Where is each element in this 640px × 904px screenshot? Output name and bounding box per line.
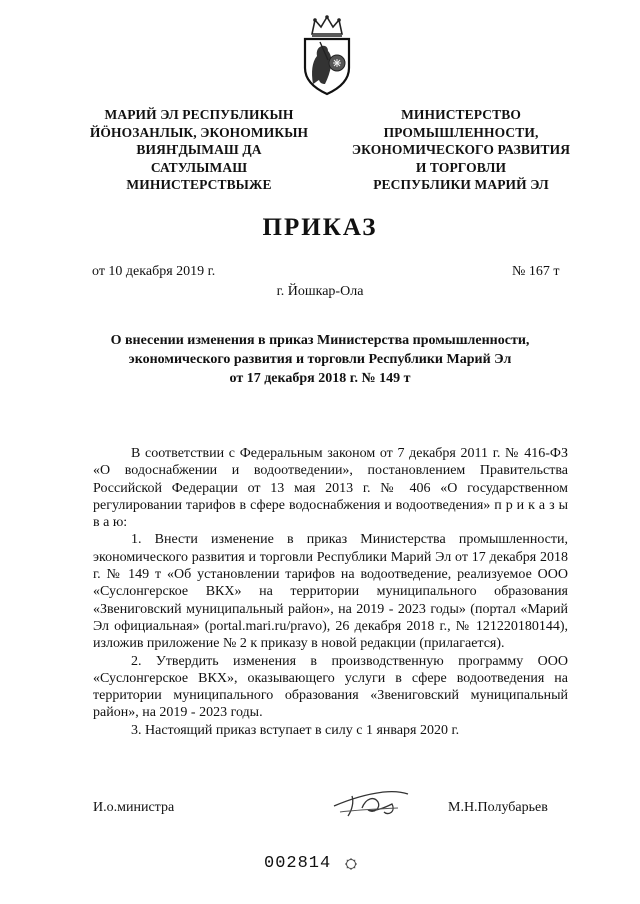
order-subject (60, 331, 580, 388)
header-left-line: ЙӦНОЗАНЛЫК, ЭКОНОМИКЫН (89, 124, 309, 140)
header-left (68, 106, 330, 194)
handwritten-signature-icon (326, 782, 422, 822)
document-type-title: ПРИКАЗ (262, 214, 378, 241)
header-left-line: МАРИЙ ЭЛ РЕСПУБЛИКЫН (104, 107, 294, 122)
preamble-paragraph: В соответствии с Федеральным законом от 7 декабря 2011 г. № 416-ФЗ «О водоснабжении и водоотведении», постановлением Правительства Российской Федерации от 13 мая 2013 г. № 406 «О государственном регулировании тарифов в сфере водоснабжения и водоотведения» п р и к а з ы в а ю: (93, 446, 568, 531)
subject-line: экономического развития и торговли Республики Марий Эл (128, 352, 512, 367)
clause-2-paragraph: 2. Утвердить изменения в производственную программу ООО «Суслонгерское ВКХ», оказывающего услуги в сфере водоотведения на территории муниципального образования «Звениговский муниципальный район», на 2019 - 2023 годы. (93, 653, 568, 721)
small-star-stamp-icon (344, 857, 358, 871)
header-left-line: МИНИСТЕРСТВЫЖЕ (126, 177, 272, 192)
coat-of-arms (298, 14, 356, 96)
header-right-line: МИНИСТЕРСТВО (401, 107, 521, 122)
signatory-position: И.о.министра (93, 800, 175, 815)
clause-1-paragraph: 1. Внести изменение в приказ Министерства промышленности, экономического развития и торговли Республики Марий Эл от 17 декабря 2018 г. № 149 т «Об установлении тарифов на водоотведение, реализуемое ООО «Суслонгерское ВКХ» на территории муниципального образования «Звениговский муниципальный район», на 2019 - 2023 годы» (портал «Марий Эл официальная» (portal.mari.ru/pravo), 26 декабря 2018 г., № 121220180144), изложив приложение № 2 к приказу в новой редакции (прилагается). (93, 532, 568, 652)
order-date: от 10 декабря 2019 г. (92, 264, 216, 279)
subject-line: от 17 декабря 2018 г. № 149 т (229, 371, 411, 386)
coat-of-arms-icon (298, 14, 356, 96)
header-right-line: ЭКОНОМИЧЕСКОГО РАЗВИТИЯ (351, 142, 571, 157)
header-left-line: ВИЯҤДЫМАШ ДА (136, 142, 262, 157)
clause-3-paragraph: 3. Настоящий приказ вступает в силу с 1 января 2020 г. (131, 722, 460, 738)
signatory-name: М.Н.Полубарьев (448, 800, 548, 815)
city: г. Йошкар-Ола (276, 284, 364, 299)
order-number: № 167 т (512, 264, 560, 279)
header-right-line: ПРОМЫШЛЕННОСТИ, (383, 124, 539, 140)
header-right (338, 106, 584, 194)
header-right-line: И ТОРГОВЛИ (415, 159, 507, 175)
header-right-line: РЕСПУБЛИКИ МАРИЙ ЭЛ (373, 177, 549, 192)
subject-line: О внесении изменения в приказ Министерства промышленности, (110, 333, 530, 348)
serial-number: 002814 (264, 854, 332, 873)
header-left-line: САТУЛЫМАШ (150, 159, 248, 175)
order-body (93, 445, 568, 739)
